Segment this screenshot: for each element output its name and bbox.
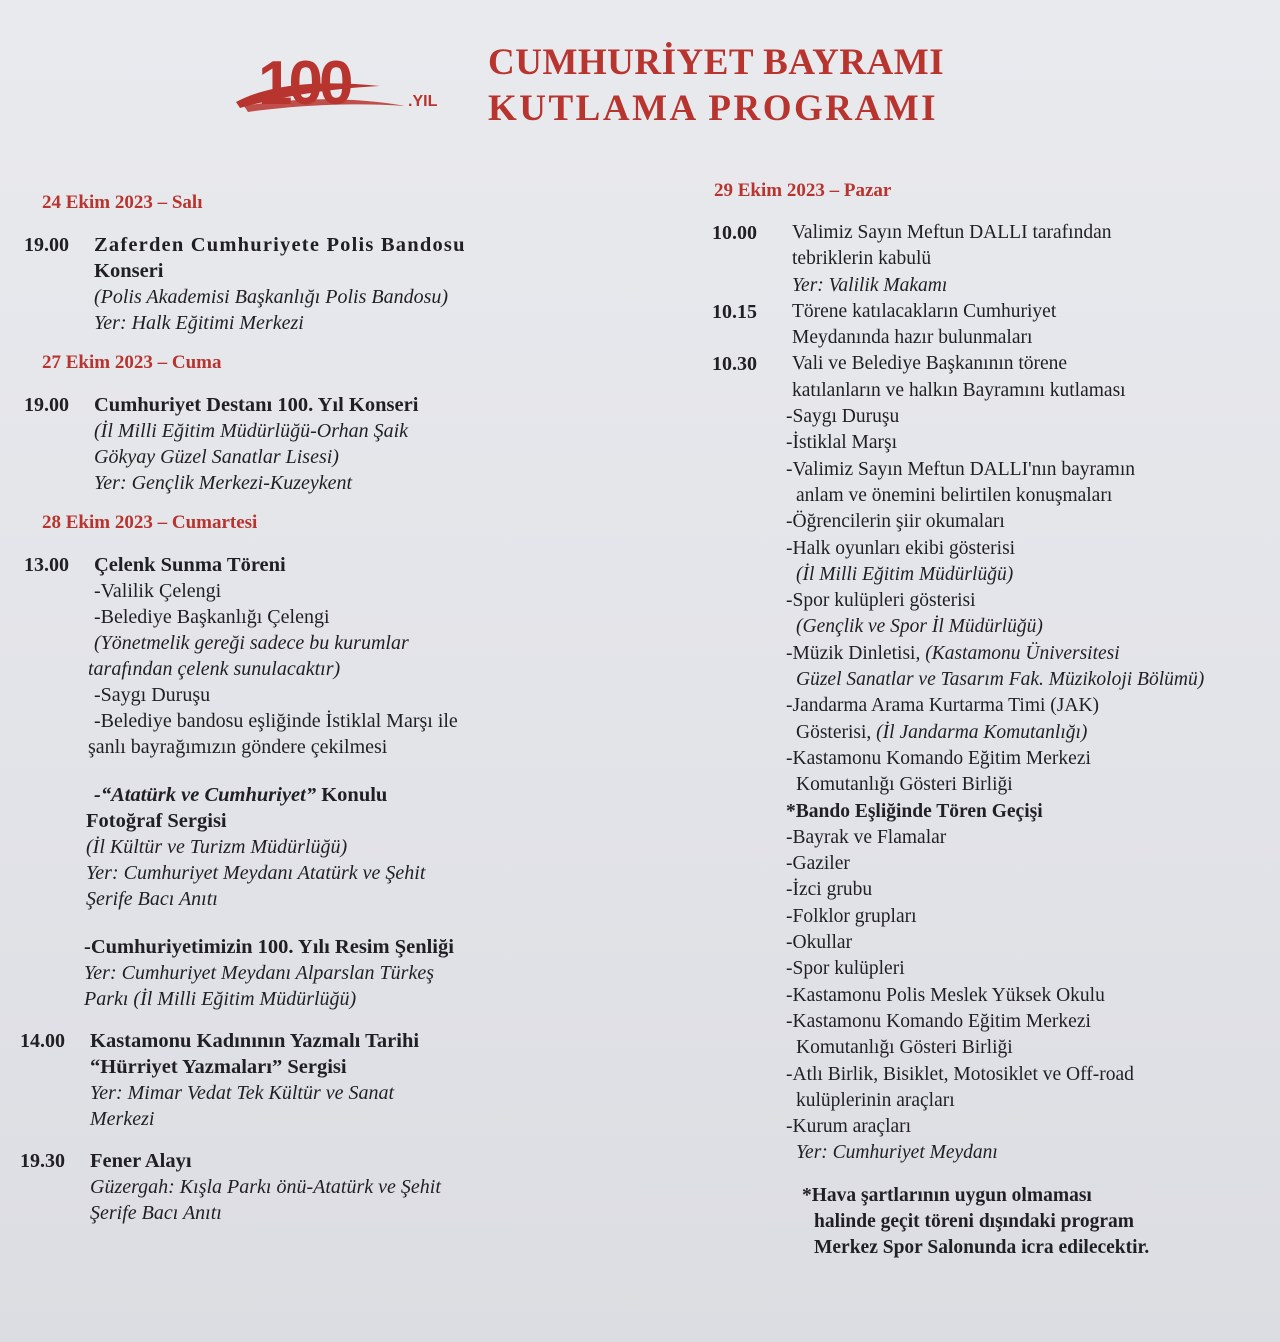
event-time: 13.00 <box>24 554 69 576</box>
event-body <box>94 232 564 336</box>
list-item: Güzel Sanatlar ve Tasarım Fak. Müzikoloji Bölümü) <box>796 669 1205 691</box>
logo-suffix: .YIL <box>408 93 438 110</box>
list-item-text: -Müzik Dinletisi, <box>786 642 926 664</box>
event-location: Yer: Gençlik Merkezi-Kuzeykent <box>94 472 353 494</box>
event-body <box>94 392 564 496</box>
list-item: -Halk oyunları ekibi gösterisi <box>786 537 1016 559</box>
left-column <box>20 192 564 1232</box>
event-line: şanlı bayrağımızın göndere çekilmesi <box>88 736 388 758</box>
list-item: -Spor kulüpleri gösterisi <box>786 590 976 612</box>
note-line: Merkez Spor Salonunda icra edilecektir. <box>814 1236 1150 1258</box>
event-line: -Valilik Çelengi <box>94 580 222 602</box>
list-item: -Bayrak ve Flamalar <box>786 826 947 848</box>
event-body <box>792 351 1126 404</box>
event-body <box>792 299 1056 352</box>
event-title: -Cumhuriyetimizin 100. Yılı Resim Şenliği <box>84 936 454 958</box>
event-line: Törene katılacakların Cumhuriyet <box>792 300 1057 322</box>
event-location: Yer: Cumhuriyet Meydanı Alparslan Türkeş <box>84 962 434 984</box>
list-item: -Folklor grupları <box>786 905 917 927</box>
list-item: -Spor kulüpleri <box>786 958 905 980</box>
event-location: Şerife Bacı Anıtı <box>90 1202 222 1224</box>
parade-heading: *Bando Eşliğinde Tören Geçişi <box>786 800 1043 822</box>
event-organizer: (Polis Akademisi Başkanlığı Polis Bandosu) <box>94 286 449 308</box>
event-title: Konseri <box>94 260 164 282</box>
title-line-1: CUMHURİYET BAYRAMI <box>488 42 945 83</box>
event-title: Çelenk Sunma Töreni <box>94 554 286 576</box>
event-note: (Yönetmelik gereği sadece bu kurumlar <box>94 632 409 654</box>
event-line: -Saygı Duruşu <box>94 684 211 706</box>
list-item: -İstiklal Marşı <box>786 432 898 454</box>
event-location: Şerife Bacı Anıtı <box>86 888 218 910</box>
list-item: -Kastamonu Komando Eğitim Merkezi <box>786 1010 1091 1032</box>
centennial-logo <box>230 36 480 126</box>
event-body <box>792 220 1112 299</box>
event-title: “Hürriyet Yazmaları” Sergisi <box>90 1056 347 1078</box>
event-location: Yer: Cumhuriyet Meydanı Atatürk ve Şehit <box>86 862 426 884</box>
event-body <box>84 552 564 1012</box>
event-time: 14.00 <box>20 1030 65 1052</box>
event <box>24 392 564 496</box>
event-time: 19.00 <box>24 234 69 256</box>
event-time: 10.15 <box>712 300 757 323</box>
list-item <box>712 641 1252 667</box>
event-location: Yer: Cumhuriyet Meydanı <box>796 1142 998 1164</box>
exhibition-topic-rest: Konulu <box>316 784 388 806</box>
event-location: Yer: Mimar Vedat Tek Kültür ve Sanat <box>90 1082 395 1104</box>
centennial-logo-graphic <box>230 36 480 126</box>
list-item: anlam ve önemini belirtilen konuşmaları <box>796 484 1113 506</box>
event-location: Parkı (İl Milli Eğitim Müdürlüğü) <box>84 988 357 1010</box>
list-item: Komutanlığı Gösteri Birliği <box>796 1037 1013 1059</box>
list-item-text: Gösterisi, <box>796 721 877 743</box>
list-item: -İzci grubu <box>786 879 873 901</box>
event <box>20 1148 564 1226</box>
event <box>24 552 564 1012</box>
event-title: Cumhuriyet Destanı 100. Yıl Konseri <box>94 394 419 416</box>
list-item: (İl Milli Eğitim Müdürlüğü) <box>796 563 1014 585</box>
event-line: Valimiz Sayın Meftun DALLI tarafından <box>792 222 1112 243</box>
list-item: -Valimiz Sayın Meftun DALLI'nın bayramın <box>786 458 1136 480</box>
event-title: Fotoğraf Sergisi <box>86 810 227 832</box>
event-organizer: (İl Kültür ve Turizm Müdürlüğü) <box>86 836 348 858</box>
event-location: Yer: Valilik Makamı <box>792 274 948 296</box>
event-location: Merkezi <box>90 1108 155 1130</box>
note-line: halinde geçit töreni dışındaki program <box>814 1210 1134 1232</box>
event-time: 10.00 <box>712 222 757 244</box>
event-location: Güzergah: Kışla Parkı önü-Atatürk ve Şehit <box>90 1176 441 1198</box>
title-line-2: KUTLAMA PROGRAMI <box>488 88 939 129</box>
date-heading: 28 Ekim 2023 – Cumartesi <box>42 512 258 533</box>
event <box>24 232 564 336</box>
logo-number: 100 <box>258 49 350 118</box>
list-item: -Atlı Birlik, Bisiklet, Motosiklet ve Off-road <box>786 1063 1134 1085</box>
date-heading: 24 Ekim 2023 – Salı <box>42 192 203 213</box>
ceremony-list <box>712 404 1252 1167</box>
event-line: Meydanında hazır bulunmaları <box>792 327 1033 349</box>
list-item: -Kurum araçları <box>786 1116 912 1138</box>
note-line: *Hava şartlarının uygun olmaması <box>802 1184 1092 1206</box>
event-title: Fener Alayı <box>90 1150 192 1172</box>
event-time: 19.30 <box>20 1150 65 1172</box>
event-organizer: Gökyay Güzel Sanatlar Lisesi) <box>94 446 339 468</box>
event-time: 10.30 <box>712 353 757 376</box>
list-item: -Okullar <box>786 932 853 954</box>
list-item <box>712 720 1252 746</box>
page-title <box>488 40 944 132</box>
event-line: -Belediye bandosu eşliğinde İstiklal Marşı ile <box>94 710 458 732</box>
event <box>712 299 1252 352</box>
event <box>712 351 1252 404</box>
event-body <box>90 1148 564 1226</box>
list-item-organizer: (İl Jandarma Komutanlığı) <box>876 721 1088 743</box>
event-line: -Belediye Başkanlığı Çelengi <box>94 606 330 628</box>
list-item: kulüplerinin araçları <box>796 1089 955 1111</box>
list-item: -Saygı Duruşu <box>786 406 900 428</box>
event-line: tebriklerin kabulü <box>792 248 932 270</box>
event-line: Vali ve Belediye Başkanının törene <box>792 353 1068 375</box>
list-item-organizer: (Kastamonu Üniversitesi <box>925 642 1120 664</box>
event-time: 19.00 <box>24 394 69 416</box>
event-note: tarafından çelenk sunulacaktır) <box>88 658 341 680</box>
event-title: Zaferden Cumhuriyete Polis Bandosu <box>94 234 466 256</box>
list-item: -Öğrencilerin şiir okumaları <box>786 511 1005 533</box>
header <box>230 36 1030 136</box>
list-item: -Gaziler <box>786 853 850 875</box>
event <box>712 220 1252 299</box>
date-heading: 29 Ekim 2023 – Pazar <box>714 180 892 201</box>
event-organizer: (İl Milli Eğitim Müdürlüğü-Orhan Şaik <box>94 420 409 442</box>
list-item: -Kastamonu Polis Meslek Yüksek Okulu <box>786 984 1105 1006</box>
list-item: (Gençlik ve Spor İl Müdürlüğü) <box>796 616 1043 638</box>
list-item: Komutanlığı Gösteri Birliği <box>796 774 1013 796</box>
event-location: Yer: Halk Eğitimi Merkezi <box>94 312 304 334</box>
weather-note <box>712 1183 1252 1261</box>
date-heading: 27 Ekim 2023 – Cuma <box>42 352 222 373</box>
event-body <box>90 1028 564 1132</box>
event <box>20 1028 564 1132</box>
event-line: katılanların ve halkın Bayramını kutlaması <box>792 379 1126 401</box>
list-item: -Jandarma Arama Kurtarma Timi (JAK) <box>786 695 1100 717</box>
event-title <box>94 782 564 808</box>
event-title: Kastamonu Kadınının Yazmalı Tarihi <box>90 1030 420 1052</box>
right-column <box>712 180 1252 1261</box>
exhibition-topic: -“Atatürk ve Cumhuriyet” <box>94 784 317 806</box>
list-item: -Kastamonu Komando Eğitim Merkezi <box>786 747 1091 769</box>
